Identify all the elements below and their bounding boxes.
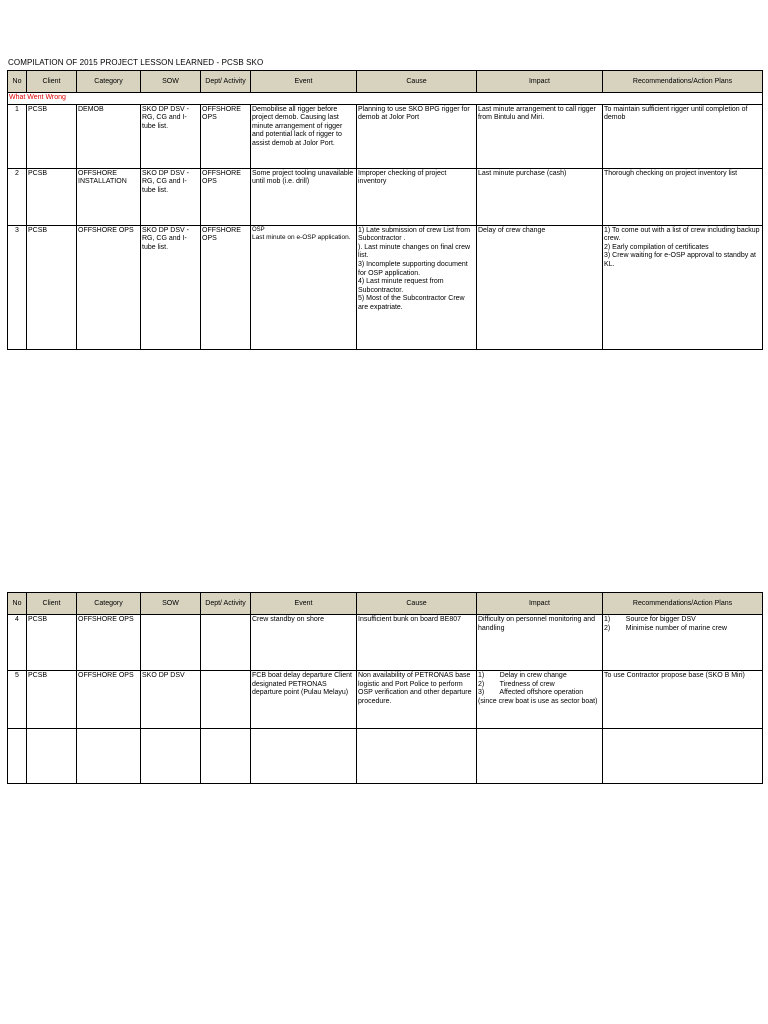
cell-cause: Improper checking of project inventory — [357, 168, 477, 225]
cell-sow — [141, 615, 201, 671]
cell-no: 3 — [8, 225, 27, 349]
cell-recommendation: 1) To come out with a list of crew including backup crew. 2) Early compilation of certificates 3) Crew waiting for e-OSP approval to standby at KL. — [603, 225, 763, 349]
cell-event — [251, 729, 357, 784]
cell-cause: 1) Late submission of crew List from Subcontractor . ). Last minute changes on final crew list. 3) Incomplete supporting document for OSP application. 4) Last minute request from Subcontractor. 5) Most of the Subcontractor Crew are expatriate. — [357, 225, 477, 349]
col-header-cause: Cause — [357, 71, 477, 93]
document-title: COMPILATION OF 2015 PROJECT LESSON LEARNED - PCSB SKO — [8, 58, 264, 67]
impact-item: 3) Affected offshore operation (since crew boat is use as sector boat) — [478, 689, 598, 705]
cell-dept: OFFSHORE OPS — [201, 168, 251, 225]
reco-item: 2) Minimise number of marine crew — [604, 624, 727, 632]
cell-cause: Planning to use SKO BPG rigger for demob at Jolor Port — [357, 104, 477, 168]
col-header-impact: Impact — [477, 71, 603, 93]
cell-no: 5 — [8, 671, 27, 729]
cell-event: Demobilise all rigger before project demob. Causing last minute arrangement of rigger and potential lack of rigger to assist demob at Jolor Port. — [251, 104, 357, 168]
cell-event: Crew standby on shore — [251, 615, 357, 671]
cell-dept: OFFSHORE OPS — [201, 104, 251, 168]
col-header-cause: Cause — [357, 593, 477, 615]
cell-sow: SKO DP DSV - RG, CG and I-tube list. — [141, 104, 201, 168]
cell-impact: Last minute arrangement to call rigger from Bintulu and Miri. — [477, 104, 603, 168]
cell-sow: SKO DP DSV - RG, CG and I-tube list. — [141, 225, 201, 349]
cell-category: DEMOB — [77, 104, 141, 168]
cell-sow: SKO DP DSV — [141, 671, 201, 729]
cell-category — [77, 729, 141, 784]
col-header-category: Category — [77, 71, 141, 93]
cell-cause — [357, 729, 477, 784]
cell-sow: SKO DP DSV - RG, CG and I-tube list. — [141, 168, 201, 225]
cell-event: Some project tooling unavailable until mob (i.e. drill) — [251, 168, 357, 225]
cell-impact — [477, 671, 603, 729]
cell-sow — [141, 729, 201, 784]
table-row — [8, 104, 763, 168]
cell-client: PCSB — [27, 671, 77, 729]
cell-category: OFFSHORE OPS — [77, 671, 141, 729]
col-header-dept: Dept/ Activity — [201, 593, 251, 615]
cell-no: 2 — [8, 168, 27, 225]
cell-client: PCSB — [27, 168, 77, 225]
col-header-no: No — [8, 593, 27, 615]
cell-client: PCSB — [27, 225, 77, 349]
cell-client — [27, 729, 77, 784]
cell-recommendation: To use Contractor propose base (SKO B Miri) — [603, 671, 763, 729]
event-title: OSP — [252, 226, 265, 233]
col-header-no: No — [8, 71, 27, 93]
cell-impact: Last minute purchase (cash) — [477, 168, 603, 225]
table-row — [8, 729, 763, 784]
col-header-event: Event — [251, 593, 357, 615]
table-row — [8, 168, 763, 225]
cell-no: 1 — [8, 104, 27, 168]
col-header-recommendations: Recommendations/Action Plans — [603, 593, 763, 615]
cell-client: PCSB — [27, 615, 77, 671]
cell-category: OFFSHORE OPS — [77, 615, 141, 671]
col-header-recommendations: Recommendations/Action Plans — [603, 71, 763, 93]
table-row — [8, 615, 763, 671]
cell-impact: Delay of crew change — [477, 225, 603, 349]
col-header-sow: SOW — [141, 71, 201, 93]
cell-recommendation — [603, 729, 763, 784]
col-header-sow: SOW — [141, 593, 201, 615]
cell-event: FCB boat delay departure Client designated PETRONAS departure point (Pulau Melayu) — [251, 671, 357, 729]
cell-dept — [201, 615, 251, 671]
cell-impact — [477, 729, 603, 784]
lessons-table-1 — [7, 70, 763, 350]
col-header-category: Category — [77, 593, 141, 615]
cell-event — [251, 225, 357, 349]
cell-cause: Insufficient bunk on board BE807 — [357, 615, 477, 671]
cell-cause: Non availability of PETRONAS base logistic and Port Police to perform OSP verification and other departure procedure. — [357, 671, 477, 729]
table-header-row — [8, 71, 763, 93]
cell-no — [8, 729, 27, 784]
cell-recommendation: To maintain sufficient rigger until completion of demob — [603, 104, 763, 168]
cell-dept — [201, 729, 251, 784]
cell-category: OFFSHORE INSTALLATION — [77, 168, 141, 225]
reco-item: 1) Source for bigger DSV — [604, 616, 696, 623]
col-header-client: Client — [27, 71, 77, 93]
cell-recommendation: Thorough checking on project inventory list — [603, 168, 763, 225]
cell-impact: Difficulty on personnel monitoring and handling — [477, 615, 603, 671]
lessons-table-2 — [7, 592, 763, 784]
impact-item: 1) Delay in crew change — [478, 672, 567, 679]
event-text: Last minute on e-OSP application. — [252, 233, 351, 241]
cell-client: PCSB — [27, 104, 77, 168]
section-row — [8, 93, 763, 105]
col-header-event: Event — [251, 71, 357, 93]
table-row — [8, 671, 763, 729]
section-label: What Went Wrong — [8, 93, 763, 105]
cell-dept — [201, 671, 251, 729]
impact-item: 2) Tiredness of crew — [478, 680, 555, 688]
cell-category: OFFSHORE OPS — [77, 225, 141, 349]
table-row — [8, 225, 763, 349]
cell-recommendation — [603, 615, 763, 671]
table-header-row — [8, 593, 763, 615]
col-header-client: Client — [27, 593, 77, 615]
col-header-impact: Impact — [477, 593, 603, 615]
col-header-dept: Dept/ Activity — [201, 71, 251, 93]
cell-no: 4 — [8, 615, 27, 671]
cell-dept: OFFSHORE OPS — [201, 225, 251, 349]
